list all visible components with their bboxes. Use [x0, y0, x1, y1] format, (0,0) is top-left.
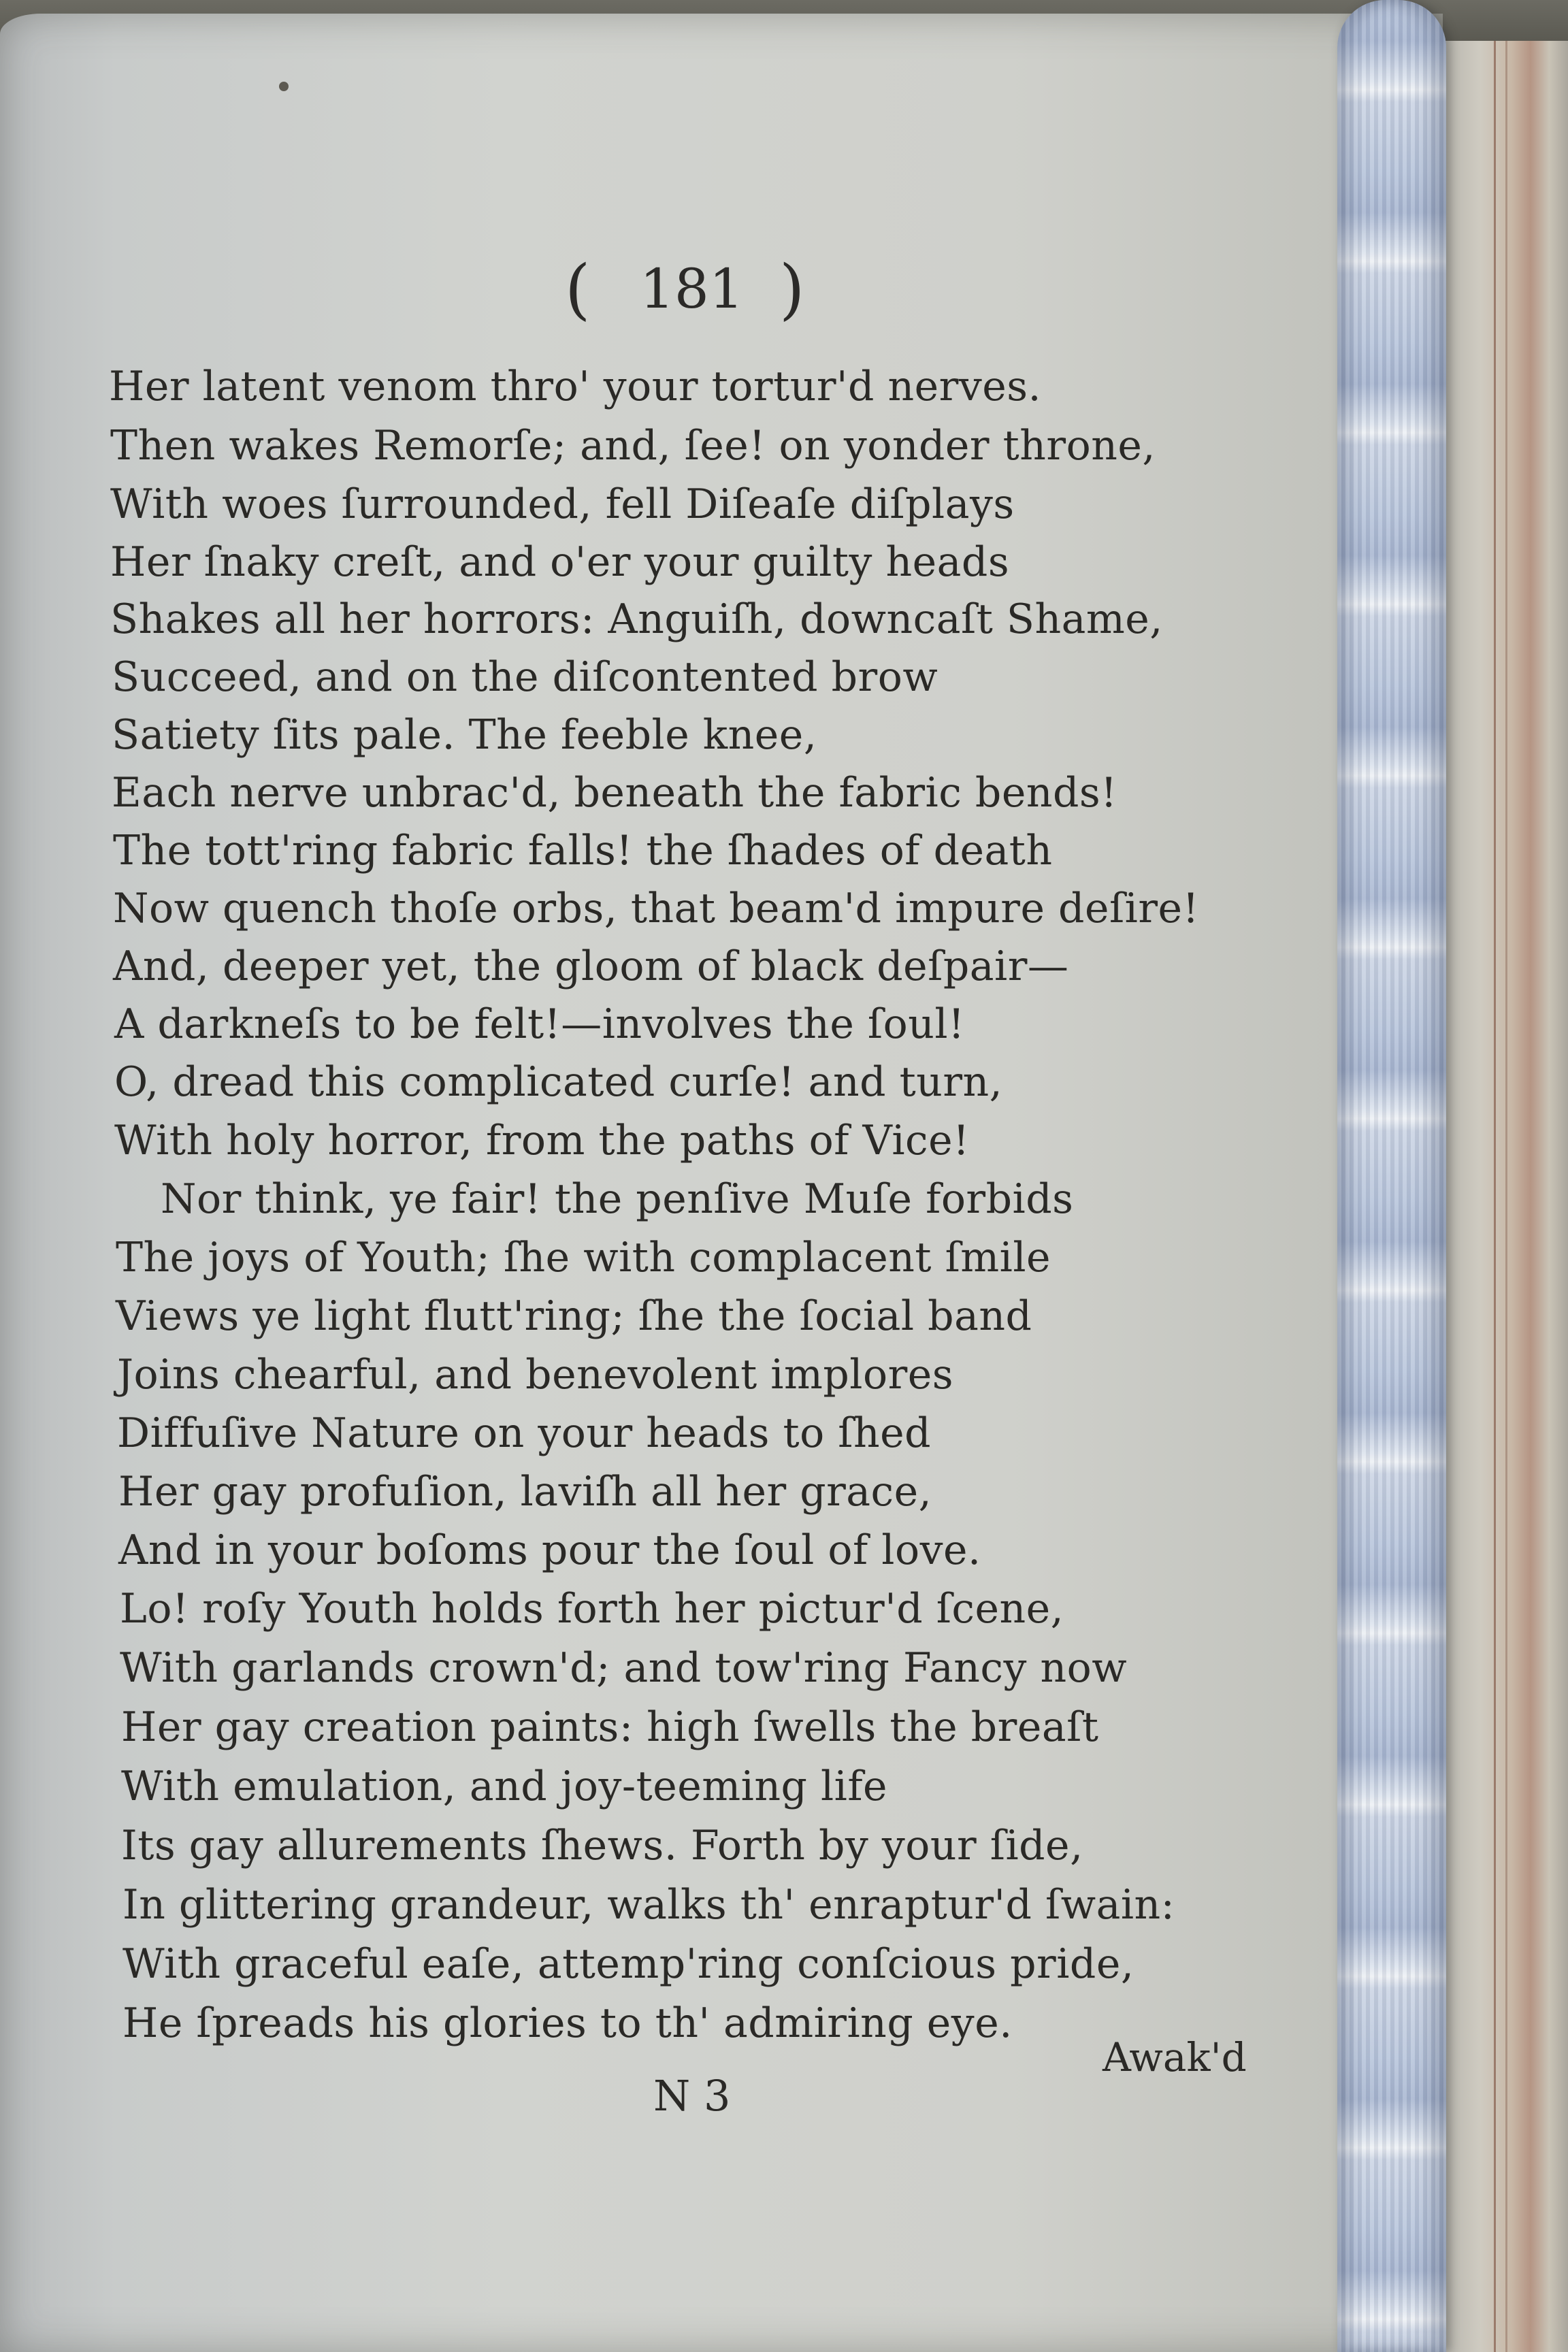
verse-line: Her gay profuſion, laviſh all her grace, — [118, 1468, 932, 1516]
verse-line: Joins chearful, and benevolent implores — [117, 1351, 954, 1399]
verse-line: With holy horror, from the paths of Vice! — [114, 1117, 970, 1164]
verse-line: Succeed, and on the diſcontented brow — [112, 653, 938, 701]
verse-line: Views ye light flutt'ring; ſhe the ſocial band — [116, 1292, 1032, 1340]
signature-mark: N 3 — [653, 2071, 731, 2121]
page-number: 181 — [640, 257, 744, 321]
verse-line: O, dread this complicated curſe! and turn, — [114, 1058, 1003, 1106]
verse-line: Her ſnaky creſt, and o'er your guilty heads — [110, 538, 1010, 586]
verse-line: With emulation, and joy-teeming life — [121, 1763, 888, 1810]
open-paren: ( — [565, 251, 591, 327]
verse-line: Its gay allurements ſhews. Forth by your ſide, — [121, 1822, 1083, 1869]
verse-line: With graceful eaſe, attemp'ring conſcious pride, — [122, 1940, 1134, 1988]
verse-line: In glittering grandeur, walks th' enraptur'd ſwain: — [122, 1881, 1175, 1929]
bookmark-ribbon-weave — [1337, 0, 1446, 2352]
verse-line: Diffuſive Nature on your heads to ſhed — [117, 1409, 932, 1457]
verse-line: And, deeper yet, the gloom of black deſpair— — [113, 943, 1069, 990]
verse-line: He ſpreads his glories to th' admiring eye. — [122, 1999, 1013, 2047]
close-paren: ) — [779, 251, 805, 327]
verse-line: Then wakes Remorſe; and, ſee! on yonder throne, — [110, 422, 1156, 470]
verse-line: Satiety ſits pale. The feeble knee, — [112, 711, 817, 759]
verse-line: Her gay creation paints: high ſwells the breaſt — [121, 1703, 1099, 1751]
verse-line: With garlands crown'd; and tow'ring Fancy now — [120, 1644, 1128, 1692]
verse-line: The joys of Youth; ſhe with complacent ſmile — [116, 1234, 1051, 1281]
verse-line: With woes ſurrounded, fell Diſeaſe diſplays — [110, 480, 1015, 528]
verse-line: Nor think, ye fair! the penſive Muſe forbids — [161, 1175, 1074, 1223]
verse-line: And in your boſoms pour the ſoul of love. — [118, 1526, 981, 1574]
catchword: Awak'd — [1102, 2034, 1247, 2080]
verse-line: Shakes all her horrors: Anguiſh, downcaſt Shame, — [110, 595, 1163, 643]
verse-line: Lo! roſy Youth holds forth her pictur'd ſcene, — [120, 1585, 1064, 1633]
verse-line: The tott'ring fabric falls! the ſhades of death — [113, 827, 1053, 875]
verse-line: A darkneſs to be felt!—involves the ſoul! — [114, 1000, 965, 1048]
verse-line: Now quench thoſe orbs, that beam'd impure deſire! — [113, 885, 1200, 932]
verse-line: Her latent venom thro' your tortur'd nerves. — [109, 363, 1042, 410]
verse-line: Each nerve unbrac'd, beneath the fabric bends! — [112, 769, 1117, 817]
